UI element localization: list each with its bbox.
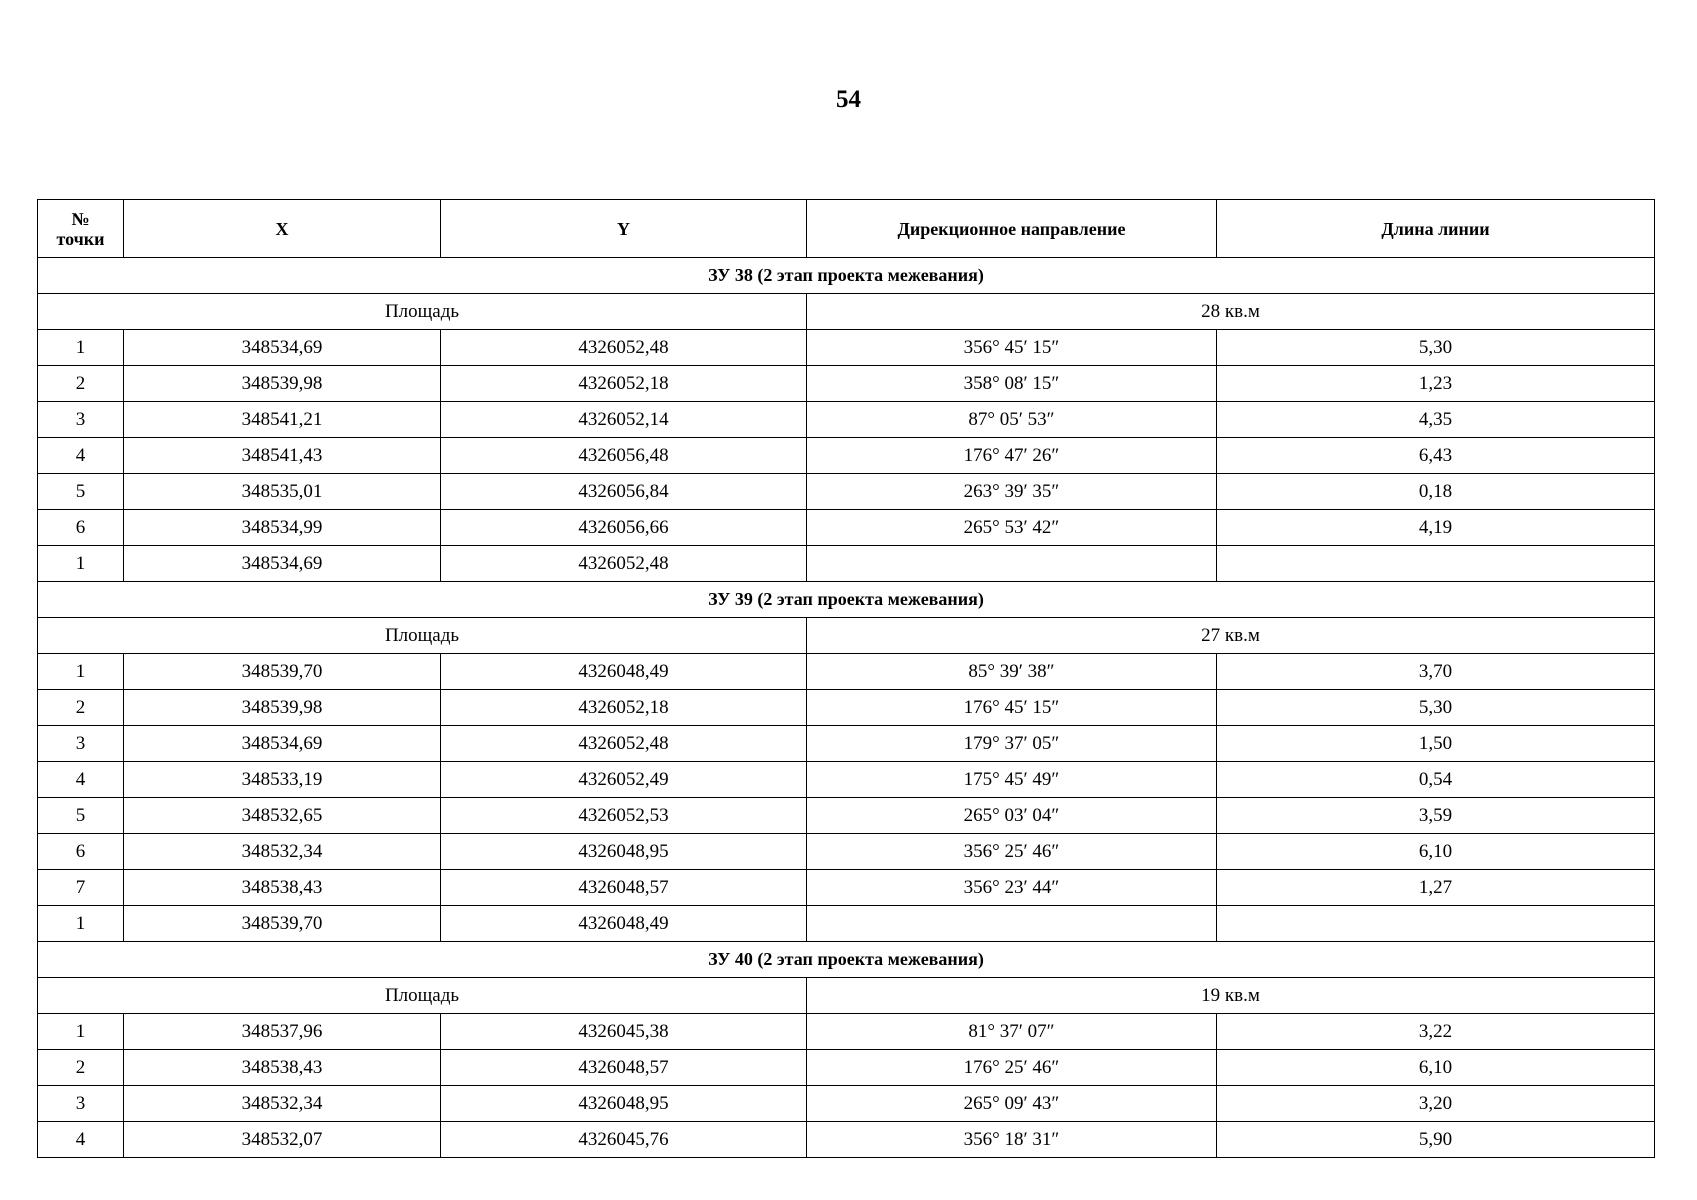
direction-cell: 356° 23′ 44″ xyxy=(807,870,1217,906)
table-row xyxy=(38,474,1655,510)
table-body xyxy=(38,258,1655,1158)
point-number-cell: 5 xyxy=(38,474,124,510)
point-number-cell: 4 xyxy=(38,762,124,798)
y-cell: 4326056,66 xyxy=(441,510,807,546)
x-cell: 348534,69 xyxy=(124,546,441,582)
length-cell: 5,30 xyxy=(1217,330,1655,366)
length-cell: 6,43 xyxy=(1217,438,1655,474)
section-title-row xyxy=(38,258,1655,294)
y-cell: 4326045,76 xyxy=(441,1122,807,1158)
header-point-no-word: точки xyxy=(56,228,105,249)
x-cell: 348534,99 xyxy=(124,510,441,546)
length-cell: 3,22 xyxy=(1217,1014,1655,1050)
direction-cell: 358° 08′ 15″ xyxy=(807,366,1217,402)
x-cell: 348534,69 xyxy=(124,330,441,366)
point-number-cell: 4 xyxy=(38,1122,124,1158)
x-cell: 348532,34 xyxy=(124,834,441,870)
area-value: 19 кв.м xyxy=(807,978,1655,1014)
table-row xyxy=(38,438,1655,474)
table-row xyxy=(38,834,1655,870)
y-cell: 4326052,18 xyxy=(441,690,807,726)
x-cell: 348538,43 xyxy=(124,1050,441,1086)
length-cell: 0,18 xyxy=(1217,474,1655,510)
table-row xyxy=(38,1086,1655,1122)
y-cell: 4326052,49 xyxy=(441,762,807,798)
direction-cell: 87° 05′ 53″ xyxy=(807,402,1217,438)
y-cell: 4326052,18 xyxy=(441,366,807,402)
y-cell: 4326056,48 xyxy=(441,438,807,474)
length-cell: 1,27 xyxy=(1217,870,1655,906)
x-cell: 348538,43 xyxy=(124,870,441,906)
direction-cell: 179° 37′ 05″ xyxy=(807,726,1217,762)
x-cell: 348532,34 xyxy=(124,1086,441,1122)
table-row xyxy=(38,510,1655,546)
direction-cell: 356° 18′ 31″ xyxy=(807,1122,1217,1158)
direction-cell: 265° 53′ 42″ xyxy=(807,510,1217,546)
table-row xyxy=(38,330,1655,366)
point-number-cell: 1 xyxy=(38,906,124,942)
page-number: 54 xyxy=(836,86,861,113)
y-cell: 4326052,48 xyxy=(441,726,807,762)
header-point-no-sign: № xyxy=(71,208,90,229)
x-cell: 348532,65 xyxy=(124,798,441,834)
table-row xyxy=(38,690,1655,726)
area-row xyxy=(38,294,1655,330)
header-length: Длина линии xyxy=(1217,200,1655,258)
area-row xyxy=(38,618,1655,654)
x-cell: 348535,01 xyxy=(124,474,441,510)
table-row xyxy=(38,366,1655,402)
x-cell: 348539,70 xyxy=(124,906,441,942)
length-cell: 1,23 xyxy=(1217,366,1655,402)
point-number-cell: 4 xyxy=(38,438,124,474)
y-cell: 4326056,84 xyxy=(441,474,807,510)
direction-cell: 356° 45′ 15″ xyxy=(807,330,1217,366)
length-cell: 4,35 xyxy=(1217,402,1655,438)
y-cell: 4326045,38 xyxy=(441,1014,807,1050)
table-row xyxy=(38,1014,1655,1050)
x-cell: 348539,70 xyxy=(124,654,441,690)
y-cell: 4326052,48 xyxy=(441,330,807,366)
area-label: Площадь xyxy=(38,294,807,330)
coordinates-table xyxy=(37,199,1655,1158)
direction-cell xyxy=(807,546,1217,582)
x-cell: 348541,43 xyxy=(124,438,441,474)
x-cell: 348541,21 xyxy=(124,402,441,438)
length-cell xyxy=(1217,906,1655,942)
y-cell: 4326048,95 xyxy=(441,834,807,870)
point-number-cell: 3 xyxy=(38,402,124,438)
point-number-cell: 7 xyxy=(38,870,124,906)
table-row xyxy=(38,870,1655,906)
point-number-cell: 1 xyxy=(38,546,124,582)
length-cell: 1,50 xyxy=(1217,726,1655,762)
x-cell: 348539,98 xyxy=(124,690,441,726)
length-cell: 3,70 xyxy=(1217,654,1655,690)
section-title-row xyxy=(38,582,1655,618)
x-cell: 348532,07 xyxy=(124,1122,441,1158)
direction-cell xyxy=(807,906,1217,942)
area-value: 28 кв.м xyxy=(807,294,1655,330)
point-number-cell: 5 xyxy=(38,798,124,834)
direction-cell: 176° 25′ 46″ xyxy=(807,1050,1217,1086)
x-cell: 348537,96 xyxy=(124,1014,441,1050)
length-cell: 4,19 xyxy=(1217,510,1655,546)
table-row xyxy=(38,1122,1655,1158)
area-value: 27 кв.м xyxy=(807,618,1655,654)
section-title: ЗУ 38 (2 этап проекта межевания) xyxy=(38,258,1655,294)
area-row xyxy=(38,978,1655,1014)
section-title-row xyxy=(38,942,1655,978)
x-cell: 348534,69 xyxy=(124,726,441,762)
length-cell: 6,10 xyxy=(1217,834,1655,870)
direction-cell: 176° 45′ 15″ xyxy=(807,690,1217,726)
section-title: ЗУ 39 (2 этап проекта межевания) xyxy=(38,582,1655,618)
direction-cell: 263° 39′ 35″ xyxy=(807,474,1217,510)
y-cell: 4326048,57 xyxy=(441,870,807,906)
table-row xyxy=(38,402,1655,438)
y-cell: 4326052,48 xyxy=(441,546,807,582)
table-row xyxy=(38,1050,1655,1086)
y-cell: 4326048,49 xyxy=(441,906,807,942)
x-cell: 348539,98 xyxy=(124,366,441,402)
table-header-row xyxy=(38,200,1655,258)
point-number-cell: 2 xyxy=(38,690,124,726)
y-cell: 4326048,95 xyxy=(441,1086,807,1122)
length-cell: 5,30 xyxy=(1217,690,1655,726)
table-row xyxy=(38,726,1655,762)
x-cell: 348533,19 xyxy=(124,762,441,798)
point-number-cell: 2 xyxy=(38,366,124,402)
point-number-cell: 6 xyxy=(38,510,124,546)
point-number-cell: 3 xyxy=(38,726,124,762)
point-number-cell: 6 xyxy=(38,834,124,870)
y-cell: 4326048,57 xyxy=(441,1050,807,1086)
direction-cell: 85° 39′ 38″ xyxy=(807,654,1217,690)
length-cell: 3,59 xyxy=(1217,798,1655,834)
length-cell xyxy=(1217,546,1655,582)
direction-cell: 265° 03′ 04″ xyxy=(807,798,1217,834)
direction-cell: 265° 09′ 43″ xyxy=(807,1086,1217,1122)
table-row xyxy=(38,762,1655,798)
point-number-cell: 1 xyxy=(38,1014,124,1050)
direction-cell: 176° 47′ 26″ xyxy=(807,438,1217,474)
y-cell: 4326052,14 xyxy=(441,402,807,438)
y-cell: 4326048,49 xyxy=(441,654,807,690)
direction-cell: 356° 25′ 46″ xyxy=(807,834,1217,870)
length-cell: 5,90 xyxy=(1217,1122,1655,1158)
header-direction: Дирекционное направление xyxy=(807,200,1217,258)
length-cell: 0,54 xyxy=(1217,762,1655,798)
point-number-cell: 1 xyxy=(38,330,124,366)
length-cell: 3,20 xyxy=(1217,1086,1655,1122)
area-label: Площадь xyxy=(38,618,807,654)
header-x: X xyxy=(124,200,441,258)
point-number-cell: 3 xyxy=(38,1086,124,1122)
table-row xyxy=(38,654,1655,690)
direction-cell: 81° 37′ 07″ xyxy=(807,1014,1217,1050)
area-label: Площадь xyxy=(38,978,807,1014)
point-number-cell: 2 xyxy=(38,1050,124,1086)
y-cell: 4326052,53 xyxy=(441,798,807,834)
header-y: Y xyxy=(441,200,807,258)
direction-cell: 175° 45′ 49″ xyxy=(807,762,1217,798)
header-point-no xyxy=(38,200,124,258)
section-title: ЗУ 40 (2 этап проекта межевания) xyxy=(38,942,1655,978)
table-row xyxy=(38,906,1655,942)
table-row xyxy=(38,546,1655,582)
table-row xyxy=(38,798,1655,834)
length-cell: 6,10 xyxy=(1217,1050,1655,1086)
point-number-cell: 1 xyxy=(38,654,124,690)
